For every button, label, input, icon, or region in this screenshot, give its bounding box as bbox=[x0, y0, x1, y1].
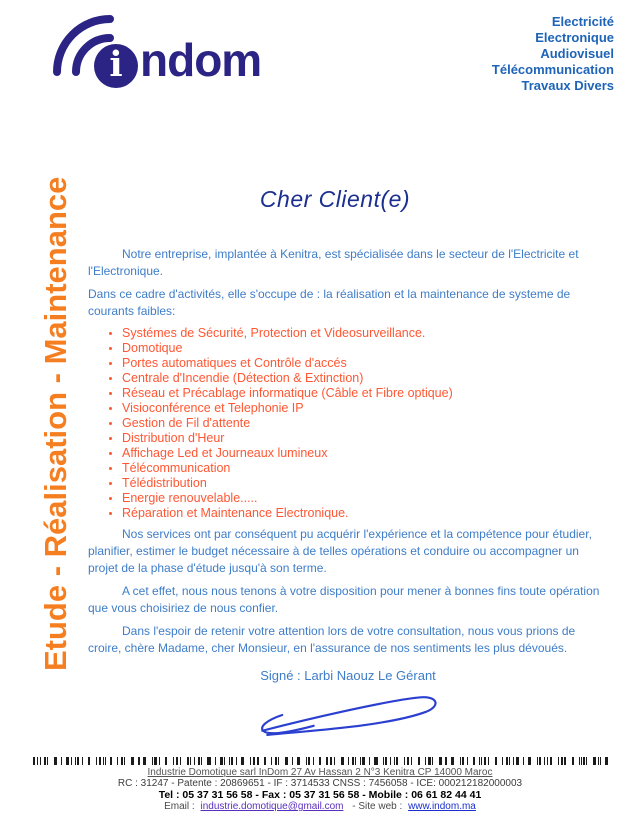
footer-registration: RC : 31247 - Patente : 20869651 - IF : 3714533 CNSS : 7456058 - ICE: 000212182000003 bbox=[117, 778, 523, 789]
service-bullet-item: • Centrale d'Incendie (Détection & Extinction) bbox=[122, 371, 608, 386]
footer-phones: Tel : 05 37 31 56 58 - Fax : 05 37 31 56 58 - Mobile : 06 61 82 44 41 bbox=[158, 789, 482, 801]
service-bullet-item: • Systémes de Sécurité, Protection et Videosurveillance. bbox=[122, 326, 608, 341]
service-bullet-item: • Réparation et Maintenance Electronique. bbox=[122, 506, 608, 521]
letter-paragraph: Nos services ont par conséquent pu acquérir l'expérience et la compétence pour étudier, planifier, estimer le budget nécessaire à de telles opérations et conduire ou accompagner un projet de la phase d'étude jusqu'à son terme. bbox=[88, 527, 592, 575]
email-link[interactable]: industrie.domotique@gmail.com bbox=[200, 801, 344, 812]
service-line: Electronique bbox=[535, 30, 614, 45]
letter-salutation: Cher Client(e) bbox=[259, 186, 411, 212]
service-line: Audiovisuel bbox=[540, 46, 614, 61]
service-bullet-item: • Portes automatiques et Contrôle d'accés bbox=[122, 356, 608, 371]
service-line: Télécommunication bbox=[491, 62, 614, 77]
vertical-banner-text: Etude - Réalisation - Maintenance bbox=[38, 176, 73, 672]
service-bullet-item: • Gestion de Fil d'attente bbox=[122, 416, 608, 431]
email-label: Email : bbox=[164, 801, 195, 812]
service-bullet-item: • Télécommunication bbox=[122, 461, 608, 476]
service-bullet-item: • Distribution d'Heur bbox=[122, 431, 608, 446]
service-line: Travaux Divers bbox=[521, 78, 614, 93]
signature-caption: Signé : Larbi Naouz Le Gérant bbox=[260, 668, 436, 683]
letter-body bbox=[88, 246, 608, 744]
footer-address: Industrie Domotique sarl InDom 27 Av Hassan 2 N°3 Kenitra CP 14000 Maroc bbox=[147, 767, 493, 778]
service-bullet-item: • Réseau et Précablage informatique (Câble et Fibre optique) bbox=[122, 386, 608, 401]
logo-wordmark: ndom bbox=[140, 34, 262, 86]
services-bullet-list bbox=[88, 326, 608, 521]
letter-paragraph: Dans l'espoir de retenir votre attention lors de votre consultation, nous vous prions de croire, chère Madame, cher Monsieur, en l'assurance de nos sentiments les plus dévoués. bbox=[88, 624, 576, 655]
service-bullet-item: • Affichage Led et Journeaux lumineux bbox=[122, 446, 608, 461]
letter-paragraph: Notre entreprise, implantée à Kenitra, est spécialisée dans le secteur de l'Electricite et l'Electronique. bbox=[88, 247, 579, 278]
barcode bbox=[33, 757, 609, 765]
site-label: - Site web : bbox=[352, 801, 403, 812]
letter-paragraph: A cet effet, nous nous tenons à votre disposition pour mener à bonnes fins toute opération que vous choisiriez de nous confier. bbox=[88, 584, 600, 615]
letter-paragraph: Dans ce cadre d'activités, elle s'occupe de : la réalisation et la maintenance de systeme de courants faibles: bbox=[88, 287, 571, 318]
indom-logo bbox=[50, 8, 260, 100]
service-bullet-item: • Energie renouvelable..... bbox=[122, 491, 608, 506]
website-link[interactable]: www.indom.ma bbox=[408, 801, 476, 812]
service-line: Electricité bbox=[551, 14, 614, 29]
footer-web-line bbox=[0, 801, 640, 812]
logo-i-circle bbox=[94, 44, 138, 88]
service-bullet-item: • Télédistribution bbox=[122, 476, 608, 491]
service-bullet-item: • Domotique bbox=[122, 341, 608, 356]
handwritten-signature bbox=[231, 686, 466, 744]
logo-i-letter: i bbox=[109, 44, 123, 85]
service-bullet-item: • Visioconférence et Telephonie IP bbox=[122, 401, 608, 416]
services-list bbox=[492, 14, 614, 94]
